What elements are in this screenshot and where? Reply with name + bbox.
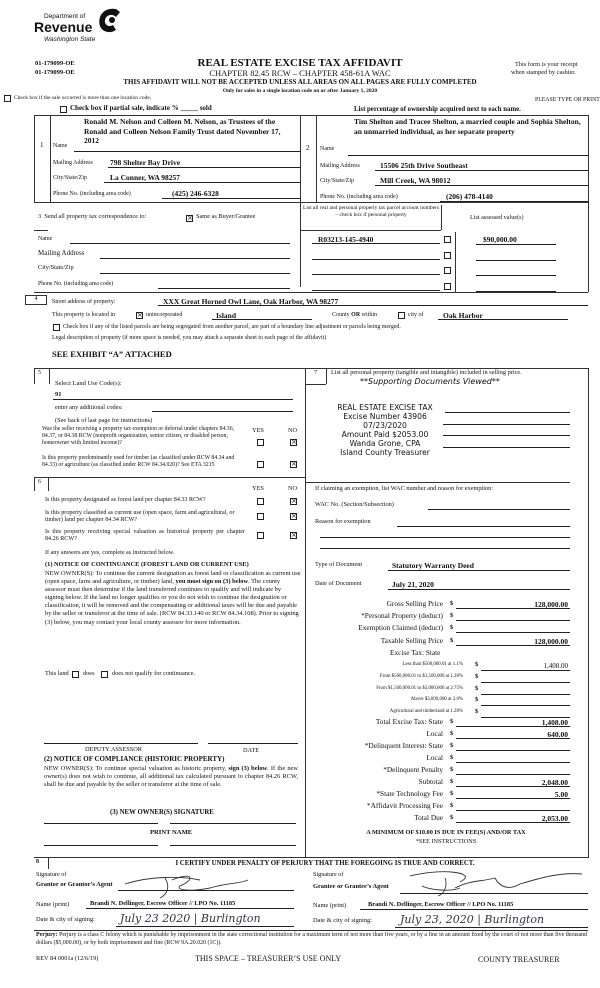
doc-date-value[interactable]: July 21, 2020 [392, 580, 434, 589]
city-of-label: city of [408, 312, 424, 318]
excise-state-label: Excise Tax: State [390, 648, 441, 657]
grantor-date-value[interactable]: July 23 2020 | Burlington [120, 912, 261, 925]
county-value[interactable]: Island [216, 311, 237, 320]
parcel-number[interactable]: R03213-145-4940 [318, 235, 374, 244]
no-header: NO [288, 427, 298, 434]
seller-city-label: City/State/Zip [53, 175, 87, 181]
q1-yes-checkbox[interactable] [257, 439, 264, 446]
tax-amount-value: 1,408.00 [543, 662, 568, 670]
q5-no-checkbox[interactable] [290, 532, 297, 539]
personal-property-checkbox[interactable] [444, 283, 451, 290]
tax-amount-value: 5.00 [554, 790, 568, 799]
currency-symbol: $ [475, 696, 479, 704]
section-number: 5 [38, 370, 41, 376]
buyer-city-label: City/State/Zip [320, 178, 354, 184]
buyer-phone-value[interactable]: (206) 478-4140 [446, 192, 493, 201]
does-qualify-checkbox[interactable] [72, 671, 79, 678]
q5-yes-checkbox[interactable] [257, 532, 264, 539]
doc-type-value[interactable]: Statutory Warranty Deed [392, 561, 474, 570]
stamp-line: 07/23/2020 [363, 421, 407, 430]
tax-row-label: Exemption Claimed (deduct) [358, 623, 443, 633]
historical-question: Is this property receiving special valuation as historical property per chapter 84.26 RCW? [45, 529, 245, 542]
reason-label: Reason for exemption [315, 518, 371, 525]
buyer-city-value[interactable]: Mill Creek, WA 98012 [380, 176, 451, 185]
see-back-note: (See back of last page for instructions) [55, 417, 153, 424]
seller-phone-label: Phone No. (including area code) [53, 191, 131, 197]
grantee-date-label: Date & city of signing: [313, 917, 372, 924]
assessed-header: List assessed value(s) [470, 214, 524, 221]
tax-amount-field[interactable] [481, 705, 570, 706]
segregated-label: Check box if any of the listed parcels are being segregated from another parcel, are part of a boundary line adjustment or parcels being merged. [63, 324, 401, 330]
located-label: This property is located in [52, 312, 115, 318]
grantor-name-label: Name (print) [36, 901, 70, 908]
street-label: Street address of property: [52, 299, 116, 305]
seller-name-label: Name [53, 143, 68, 149]
this-land-label: This land [45, 670, 69, 677]
corr-name-label: Name [38, 236, 53, 242]
exhibit-text: SEE EXHIBIT “A” ATTACHED [52, 349, 172, 359]
grantee-label: Grantee or Grantee’s Agent [313, 883, 389, 890]
tax-row-label: Taxable Selling Price [380, 635, 443, 645]
legal-label: Legal description of property (if more space is needed, you may attach a separate sheet to each page of the affidavit) [52, 335, 327, 341]
logo-revenue-text: Revenue [34, 19, 93, 35]
currency-symbol: $ [450, 754, 454, 761]
section-number: 8 [36, 859, 39, 865]
grantor-sig-label: Signature of [36, 871, 67, 878]
section-number: 4 [25, 295, 47, 305]
q2-yes-checkbox[interactable] [257, 461, 264, 468]
date-label: DATE [243, 747, 260, 754]
perjury-label: Perjury: [36, 932, 58, 938]
treasurer-stamp [330, 403, 440, 457]
currency-symbol: $ [450, 778, 454, 785]
owner-signature-line[interactable] [170, 823, 296, 824]
city-value[interactable]: Oak Harbor [443, 311, 483, 320]
grantor-name-value[interactable]: Brandi N. Dellinger, Escrow Officer // LPO No. 11185 [90, 900, 236, 907]
tax-amount-field[interactable] [456, 750, 570, 751]
yes-header: YES [252, 427, 264, 434]
grantee-signature-line[interactable] [400, 893, 588, 894]
tax-amount-value: 128,000.00 [534, 636, 568, 646]
tax-row-label: From $1,500,000.01 to $3,000,000 at 2.75% [376, 685, 463, 691]
street-value[interactable]: XXX Great Horned Owl Lane, Oak Harbor, WA 98277 [163, 297, 339, 306]
q3-yes-checkbox[interactable] [257, 498, 264, 505]
currency-symbol: $ [475, 661, 479, 668]
currency-symbol: $ [450, 766, 454, 773]
multi-location-label: Check box if the sale occurred is more than one location code. [14, 95, 152, 101]
buyer-mail-label: Mailing Address [320, 163, 360, 169]
seller-name-value[interactable]: Ronald M. Nelson and Colleen M. Nelson, as Trustees of the Ronald and Colleen Nelson Family Trust dated November 17, 2012 [84, 117, 281, 145]
warning-text: THIS AFFIDAVIT WILL NOT BE ACCEPTED UNLESS ALL AREAS ON ALL PAGES ARE FULLY COMPLETED [123, 78, 477, 86]
deputy-assessor-label: DEPUTY ASSESSOR [85, 746, 142, 753]
currency-symbol: $ [450, 730, 454, 737]
city-checkbox[interactable] [398, 312, 405, 319]
form-id: 01-179099-OE [35, 69, 75, 76]
grantor-label: Grantor or Grantor’s Agent [36, 881, 113, 888]
section-number: 2 [306, 144, 310, 152]
same-as-buyer-label: Same as Buyer/Grantee [196, 213, 256, 220]
q2-no-checkbox[interactable] [290, 461, 297, 468]
personal-property-checkbox[interactable] [444, 267, 451, 274]
grantee-date-value[interactable]: July 23, 2020 | Burlington [400, 913, 545, 926]
currency-symbol: $ [450, 802, 454, 809]
owner-signature-line[interactable] [44, 823, 158, 824]
buyer-name-label: Name [320, 146, 335, 152]
perjury-text: Perjury is a class C felony which is punishable by imprisonment in the state correctional institution for a maximum term of not more than five years, or by a fine in an amount fixed by the court of not more than five thousand dollars ($5,000.00), or by both imprisonment and fine (RCW 9A.20.020 (1C)). [36, 932, 587, 946]
tax-row-label: *State Technology Fee [376, 789, 443, 798]
current-use-question: Is this property classified as current use (open space, farm and agricultural, or timber) land per chapter 84.34 RCW? [45, 510, 235, 523]
tax-row-label: Total Due [414, 813, 443, 822]
corr-phone-label: Phone No. (including area code) [38, 281, 114, 287]
currency-symbol: $ [450, 624, 454, 632]
tax-row-label: Local [426, 729, 443, 738]
receipt-note: This form is your receipt [515, 61, 578, 68]
tax-row-label: Agricultural and timberland at 1.28% [389, 709, 463, 715]
currency-symbol: $ [450, 742, 454, 749]
notice-2-bold: sign (3) below [228, 765, 268, 772]
stamp-line: Wanda Grone, CPA [349, 439, 421, 448]
county-label: County [332, 312, 350, 318]
land-use-value[interactable]: 91 [55, 391, 62, 398]
wac-field[interactable] [428, 509, 570, 510]
wac-label: WAC No. (Section/Subsection) [315, 501, 394, 508]
or-label: OR [351, 312, 361, 318]
multi-location-checkbox[interactable] [4, 95, 11, 102]
tax-amount-field[interactable] [456, 620, 570, 621]
same-as-buyer-checkbox[interactable] [186, 215, 193, 222]
stamp-line: REAL ESTATE EXCISE TAX [337, 403, 433, 412]
land-use-label: Select Land Use Code(s): [55, 380, 122, 387]
section-number: 1 [40, 141, 44, 149]
doc-type-label: Type of Document [315, 561, 363, 568]
tax-row-label: Subtotal [418, 777, 443, 786]
tax-amount-value: 2,048.00 [541, 778, 568, 787]
currency-symbol: $ [450, 600, 454, 607]
does-not-qualify-checkbox[interactable] [101, 671, 108, 678]
tax-row-label: *Affidavit Processing Fee [366, 801, 443, 810]
currency-symbol: $ [450, 790, 454, 797]
treasurer-space-label: THIS SPACE – TREASURER’S USE ONLY [195, 954, 342, 963]
parcel-header: List all real and personal property tax parcel account numbers – check box if personal property [302, 205, 440, 218]
no-header: NO [288, 485, 298, 492]
stamp-line: Amount Paid $2053.00 [341, 430, 429, 439]
tax-row-label: Above $3,000,000 at 3.0% [410, 697, 463, 703]
minimum-due-note: A MINIMUM OF $10.00 IS DUE IN FEE(S) AND/OR TAX [366, 829, 526, 836]
tax-amount-field[interactable] [481, 670, 570, 671]
q4-no-checkbox[interactable] [290, 513, 297, 520]
notice-1-text: NEW OWNER(S): To continue the current designation as forest land or classification as current use (open space, farm and agriculture, or timber) land, [45, 570, 301, 586]
form-title: REAL ESTATE EXCISE TAX AFFIDAVIT [197, 57, 403, 69]
yes-header: YES [252, 485, 264, 492]
buyer-mail-value[interactable]: 15506 25th Drive Southeast [380, 161, 468, 170]
tax-row-label: *Personal Property (deduct) [361, 611, 443, 621]
notice-2-title: (2) NOTICE OF COMPLIANCE (HISTORIC PROPERTY) [44, 755, 225, 763]
additional-codes-label: enter any additional codes: [55, 404, 123, 411]
tax-row-label: From $500,000.01 to $1,500,000 at 1.28% [379, 673, 463, 679]
tax-amount-field[interactable] [456, 762, 570, 763]
form-chapter: CHAPTER 82.45 RCW – CHAPTER 458-61A WAC [209, 68, 391, 78]
tax-amount-value: 640.00 [547, 730, 568, 739]
notice-2-text: NEW OWNER(S): To continue special valuation as historic property, [44, 765, 227, 772]
personal-property-label: List all personal property (tangible and intangible) included in selling price. [331, 369, 522, 376]
section-number: 3 [38, 213, 42, 220]
seller-mail-label: Mailing Address [53, 160, 93, 166]
buyer-phone-label: Phone No. (including area code) [320, 194, 398, 200]
new-owner-signature-label: (3) NEW OWNER(S) SIGNATURE [110, 809, 214, 816]
currency-symbol: $ [450, 718, 454, 725]
tax-amount-field[interactable] [456, 798, 570, 799]
type-print-note: PLEASE TYPE OR PRINT [535, 97, 600, 103]
q3-no-checkbox[interactable] [290, 498, 297, 505]
currency-symbol: $ [450, 814, 454, 821]
notice-1-text: . The county assessor must then determine if the land transferred continues to qualify and will indicate by signing below. If the land no longer qualifies or you do not wish to continue the designation or classification, it will be removed and the compensating or additional taxes will be due and payable by the seller or transferor at the time of sale. (RCW 84.33.140 or RCW 84.34.108). Prior to signing (3) below, you may contact your local county assessor for more information. [45, 578, 299, 626]
certify-statement: I CERTIFY UNDER PENALTY OF PERJURY THAT THE FOREGOING IS TRUE AND CORRECT. [175, 860, 475, 867]
tax-amount-field[interactable] [456, 810, 570, 811]
seller-mail-value[interactable]: 798 Shelter Bay Drive [110, 158, 181, 167]
tax-corr-label: Send all property tax correspondence to: [44, 213, 147, 220]
grantee-name-label: Name (print) [313, 902, 347, 909]
tax-amount-value: 2,053.00 [541, 814, 568, 823]
currency-symbol: $ [475, 672, 479, 680]
currency-symbol: $ [475, 708, 479, 716]
receipt-note: when stamped by cashier. [511, 69, 576, 76]
assessed-value[interactable]: $90,000.00 [483, 235, 517, 244]
partial-sale-label: Check box if partial sale, indicate % _____ sold [70, 104, 212, 112]
section-number: 6 [38, 479, 41, 485]
corr-mail-label: Mailing Address [38, 249, 85, 257]
personal-property-value[interactable]: **Supporting Documents Viewed** [360, 377, 500, 386]
tax-amount-field[interactable] [456, 774, 570, 775]
personal-property-checkbox[interactable] [444, 236, 451, 243]
tax-row-label: Gross Selling Price [386, 599, 443, 608]
notice-2-text: . If the new owner(s) does not wish to continue, all additional tax calculated pursuant to chapter 84.26 RCW, shall be due and payable by the seller or transferor at the time of sale. [44, 765, 298, 789]
grantee-name-value[interactable]: Brandi N. Dellinger, Escrow Officer // LPO No. 11185 [368, 901, 514, 908]
grantor-signature[interactable] [120, 868, 250, 900]
within-label: within [361, 312, 378, 318]
timber-question: Is this property predominantly used for timber (as classified under RCW 84.34 and 84.33) or agriculture (as classified under RCW 84.34.020)? See ETA 3215 [42, 455, 235, 468]
seller-phone-value[interactable]: (425) 246-6328 [172, 189, 219, 198]
tax-amount-value: 1,408.00 [541, 718, 568, 727]
if-yes-note: If any answers are yes, complete as instructed below. [45, 550, 175, 556]
logo-dept-text: Department of [44, 13, 86, 20]
reason-field[interactable] [397, 526, 570, 527]
segregated-checkbox[interactable] [53, 324, 60, 331]
form-id: 01-179099-OE [35, 60, 75, 67]
notice-1-title: (1) NOTICE OF CONTINUANCE (FOREST LAND OR CURRENT USE) [45, 561, 249, 568]
q4-yes-checkbox[interactable] [257, 513, 264, 520]
logo-state-text: Washington State [44, 36, 96, 43]
ownership-note: List percentage of ownership acquired next to each name. [354, 106, 521, 113]
seller-city-value[interactable]: La Conner, WA 98257 [110, 173, 181, 182]
tax-row-label: Less than $500,000.01 at 1.1% [402, 662, 463, 667]
stamp-line: Excise Number 43906 [343, 412, 427, 421]
grantee-sig-label: Signature of [313, 871, 344, 878]
revision-code: REV 84 0001a (12/6/19) [36, 955, 99, 962]
tax-row-label: Local [426, 753, 443, 762]
doc-date-label: Date of Document [315, 580, 362, 587]
grantor-signature-line[interactable] [118, 890, 294, 891]
tax-amount-field[interactable] [481, 682, 570, 683]
see-instructions-note: *SEE INSTRUCTIONS [415, 838, 477, 845]
exemption-instructions: If claiming an exemption, list WAC number and reason for exemption: [315, 485, 494, 492]
exemption-question: Was the seller receiving a property tax exemption or deferral under chapters 84.36, 84.37, or 84.38 RCW (nonprofit organization, senior citizen, or disabled person, homeowner with limited income)? [42, 426, 235, 446]
currency-symbol: $ [450, 636, 454, 644]
revenue-swirl-icon [96, 6, 122, 34]
does-not-label: does not qualify for continuance. [112, 670, 196, 677]
currency-symbol: $ [475, 684, 479, 692]
section-number: 7 [314, 370, 317, 376]
forest-question: Is this property designated as forest land per chapter 84.33 RCW? [45, 497, 206, 503]
tax-amount-field[interactable] [456, 632, 570, 633]
tax-row-label: *Delinquent Interest: State [364, 741, 443, 750]
notice-1-bold: you must sign on (3) below [175, 578, 249, 586]
stamp-line: Island County Treasurer [340, 448, 430, 457]
tax-amount-value: 128,000.00 [534, 600, 568, 609]
personal-property-checkbox[interactable] [444, 252, 451, 259]
unincorporated-checkbox[interactable] [136, 312, 143, 319]
tax-amount-field[interactable] [481, 694, 570, 695]
only-for-text: Only for sales in a single location code on or after January 1, 2020 [222, 88, 378, 94]
unincorporated-label: unincorporated [146, 312, 183, 318]
county-treasurer-label: COUNTY TREASURER [478, 955, 560, 964]
does-label: does [83, 670, 95, 677]
grantor-date-label: Date & city of signing: [36, 916, 95, 923]
buyer-name-value[interactable]: Tim Shelton and Tracee Shelton, a married couple and Sophia Shelton, an unmarried individual, as her separate property [354, 117, 581, 136]
print-name-label: PRINT NAME [150, 829, 193, 836]
currency-symbol: $ [450, 612, 454, 620]
partial-sale-checkbox[interactable] [60, 106, 67, 113]
tax-row-label: Total Excise Tax: State [375, 717, 443, 726]
corr-city-label: City/State/Zip [38, 264, 74, 271]
tax-row-label: *Delinquent Penalty [383, 765, 443, 774]
q1-no-checkbox[interactable] [290, 439, 297, 446]
